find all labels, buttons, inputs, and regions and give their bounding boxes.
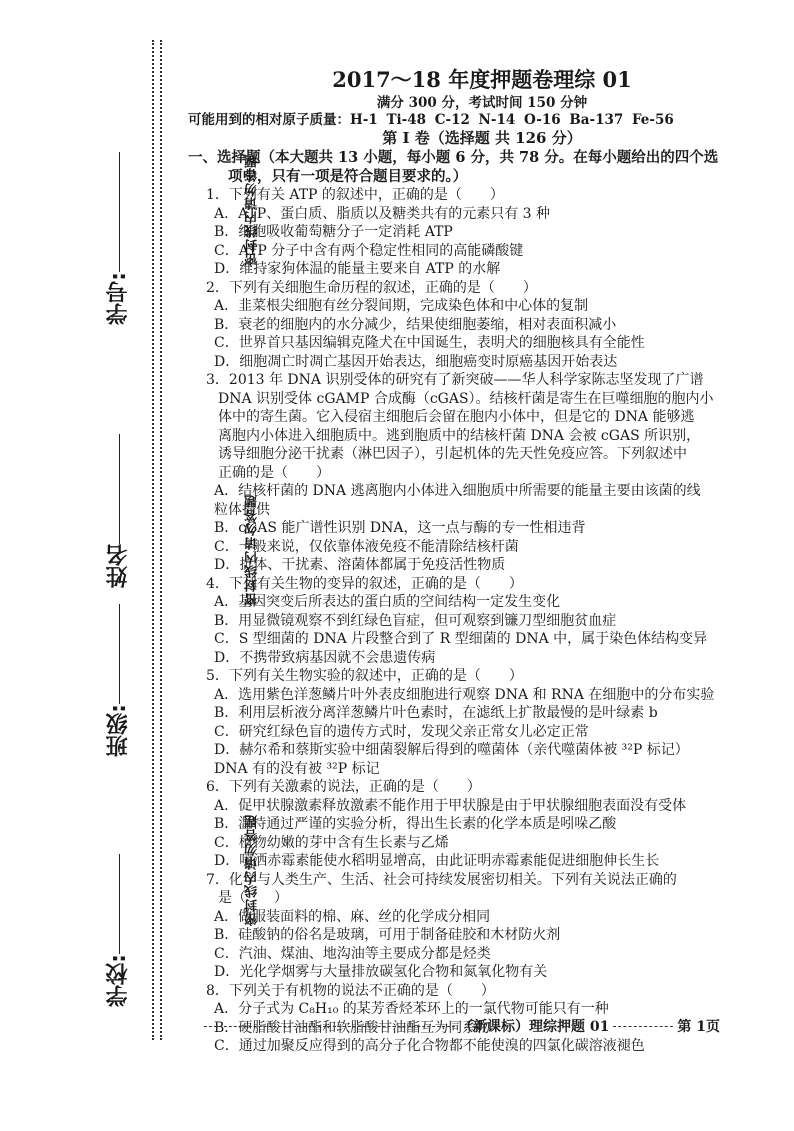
answer-option: A．选用紫色洋葱鳞片叶外表皮细胞进行观察 DNA 和 RNA 在细胞中的分布实验 (214, 686, 715, 703)
name-blank (119, 434, 120, 544)
answer-option: A．促甲状腺激素释放激素不能作用于甲状腺是由于甲状腺细胞表面没有受体 (214, 797, 687, 814)
answer-option: C．植物幼嫩的芽中含有生长素与乙烯 (214, 834, 449, 851)
question-stem: 正确的是（ ） (218, 464, 330, 481)
question-stem: 5．下列有关生物实验的叙述中，正确的是（ ） (206, 668, 523, 684)
school-field (108, 850, 130, 1007)
answer-option: 粒体提供 (214, 501, 270, 518)
seal-warning-text: 密封线内请勿答题 (246, 810, 259, 930)
answer-option: C．一般来说，仅依靠体液免疫不能清除结核杆菌 (214, 538, 519, 555)
answer-option: B．利用层析液分离洋葱鳞片叶色素时，在滤纸上扩散最慢的是叶绿素 b (214, 705, 658, 721)
answer-option: D．光化学烟雾与大量排放碳氢化合物和氮氧化物有关 (214, 964, 548, 980)
question-stem: 8．下列关于有机物的说法不正确的是（ ） (206, 982, 495, 999)
paper-title: 2017～18 年度押题卷理综 01 (332, 67, 632, 92)
seal-warning-text: 密封线内请勿答题 (246, 150, 259, 270)
footer-page-number: 第 1页 (677, 1019, 720, 1035)
student-id-blank (119, 152, 120, 272)
student-id-field (108, 148, 130, 325)
class-field (108, 600, 130, 757)
answer-option: C．研究红绿色盲的遗传方式时，发现父亲正常女儿必定正常 (214, 723, 589, 740)
answer-option: A．ATP、蛋白质、脂质以及糖类共有的元素只有 3 种 (214, 205, 551, 222)
answer-option: D．赫尔希和蔡斯实验中细菌裂解后得到的噬菌体（亲代噬菌体被 ³²P 标记） (214, 742, 689, 758)
footer-exam-name: （新课标）理综押题 01 (459, 1019, 610, 1035)
answer-option: D．喷洒赤霉素能使水稻明显增高，由此证明赤霉素能促进细胞伸长生长 (214, 853, 660, 869)
question-stem: 7．化学与人类生产、生活、社会可持续发展密切相关。下列有关说法正确的 (206, 871, 677, 888)
question-1 (198, 186, 766, 279)
question-stem: 诱导细胞分泌干扰素（淋巴因子），引起机体的先天性免疫应答。下列叙述中 (218, 446, 687, 462)
answer-option: A．做服装面料的棉、麻、丝的化学成分相同 (214, 908, 491, 925)
question-stem: 4．下列有关生物的变异的叙述，正确的是（ ） (206, 575, 523, 592)
answer-option: C．世界首只基因编辑克隆犬在中国诞生，表明犬的细胞核具有全能性 (214, 335, 645, 351)
question-7 (198, 871, 766, 982)
section-heading: 第 I 卷（选择题 共 126 分） (382, 129, 582, 147)
answer-option: D．不携带致病基因就不会患遗传病 (214, 649, 436, 666)
answer-option: A．基因突变后所表达的蛋白质的空间结构一定发生变化 (214, 594, 561, 610)
answer-option: D．维持家狗体温的能量主要来自 ATP 的水解 (214, 261, 501, 277)
answer-option: A．结核杆菌的 DNA 逃离胞内小体进入细胞质中所需要的能量主要由该菌的线 (214, 483, 701, 499)
seal-warning-text: 密封线内请勿答题 (246, 490, 259, 610)
question-stem: 3．2013 年 DNA 识别受体的研究有了新突破——华人科学家陈志坚发现了广谱 (206, 372, 704, 388)
answer-option: DNA 有的没有被 ³²P 标记 (214, 760, 380, 777)
answer-option: C．S 型细菌的 DNA 片段整合到了 R 型细菌的 DNA 中，属于染色体结构变异 (214, 631, 708, 647)
dotted-seal-line-inner (160, 40, 162, 1040)
dotted-seal-line-outer (152, 40, 154, 1040)
question-6 (198, 778, 766, 871)
name-label: 姓名 (106, 544, 131, 588)
instruction-line: 项中，只有一项是符合题目要求的。） (228, 168, 468, 185)
answer-option: B．温特通过严谨的实验分析，得出生长素的化学本质是吲哚乙酸 (214, 816, 617, 832)
page-footer (200, 1016, 720, 1036)
question-stem: 1．下列有关 ATP 的叙述中，正确的是（ ） (206, 187, 504, 203)
answer-option: B．用显微镜观察不到红绿色盲症，但可观察到镰刀型细胞贫血症 (214, 612, 617, 629)
atomic-masses: 可能用到的相对原子质量：H-1 Ti-48 C-12 N-14 O-16 Ba-137 Fe-56 (188, 112, 674, 128)
question-4 (198, 575, 766, 668)
question-stem: 体中的寄生菌。它入侵宿主细胞后会留在胞内小体中，但是它的 DNA 能够逃 (218, 409, 695, 425)
class-label: 班级: (106, 704, 131, 757)
answer-option: B．衰老的细胞内的水分减少，结果使细胞萎缩，相对表面积减小 (214, 316, 617, 333)
instruction-line: 一、选择题（本大题共 13 小题，每小题 6 分，共 78 分。在每小题给出的四个选 (188, 149, 719, 166)
student-id-label: 学号: (106, 272, 131, 325)
question-stem: 2．下列有关细胞生命历程的叙述，正确的是（ ） (206, 279, 537, 296)
name-field (108, 430, 130, 588)
answer-option: A．韭菜根尖细胞有丝分裂间期，完成染色体和中心体的复制 (214, 298, 589, 314)
school-label: 学校: (106, 954, 131, 1007)
answer-option: D．抗体、干扰素、溶菌体都属于免疫活性物质 (214, 557, 506, 573)
school-blank (119, 854, 120, 954)
question-stem: DNA 识别受体 cGAMP 合成酶（cGAS）。结核杆菌是寄生在巨噬细胞的胞内小 (218, 390, 714, 407)
question-stem: 离胞内小体进入细胞质中。逃到胞质中的结核杆菌 DNA 会被 cGAS 所识别， (218, 427, 701, 444)
answer-option: B．细胞吸收葡萄糖分子一定消耗 ATP (214, 224, 453, 240)
answer-option: B．硅酸钠的俗名是玻璃，可用于制备硅胶和木材防火剂 (214, 927, 561, 943)
question-stem: 是（ ） (218, 890, 288, 906)
footer-rule (204, 1026, 455, 1027)
question-3 (198, 371, 766, 575)
question-stem: 6．下列有关激素的说法，正确的是（ ） (206, 779, 481, 795)
answer-option: C．ATP 分子中含有两个稳定性相同的高能磷酸键 (214, 242, 524, 259)
exam-paper (188, 64, 766, 1056)
class-blank (119, 604, 120, 704)
answer-option: D．细胞凋亡时凋亡基因开始表达，细胞癌变时原癌基因开始表达 (214, 353, 618, 370)
answer-option: A．分子式为 C₈H₁₀ 的某芳香烃苯环上的一氯代物可能只有一种 (214, 1001, 609, 1017)
answer-option: B．硬脂酸甘油酯和软脂酸甘油酯互为同系物 (214, 1019, 491, 1036)
question-list (198, 186, 766, 1056)
answer-option: C．汽油、煤油、地沟油等主要成分都是烃类 (214, 945, 491, 962)
answer-option: B．cGAS 能广谱性识别 DNA，这一点与酶的专一性相违背 (214, 520, 586, 536)
question-5 (198, 667, 766, 778)
answer-option: C．通过加聚反应得到的高分子化合物都不能使溴的四氯化碳溶液褪色 (214, 1038, 645, 1054)
question-2 (198, 279, 766, 372)
score-time: 满分 300 分，考试时间 150 分钟 (376, 95, 588, 111)
footer-rule (613, 1026, 673, 1027)
